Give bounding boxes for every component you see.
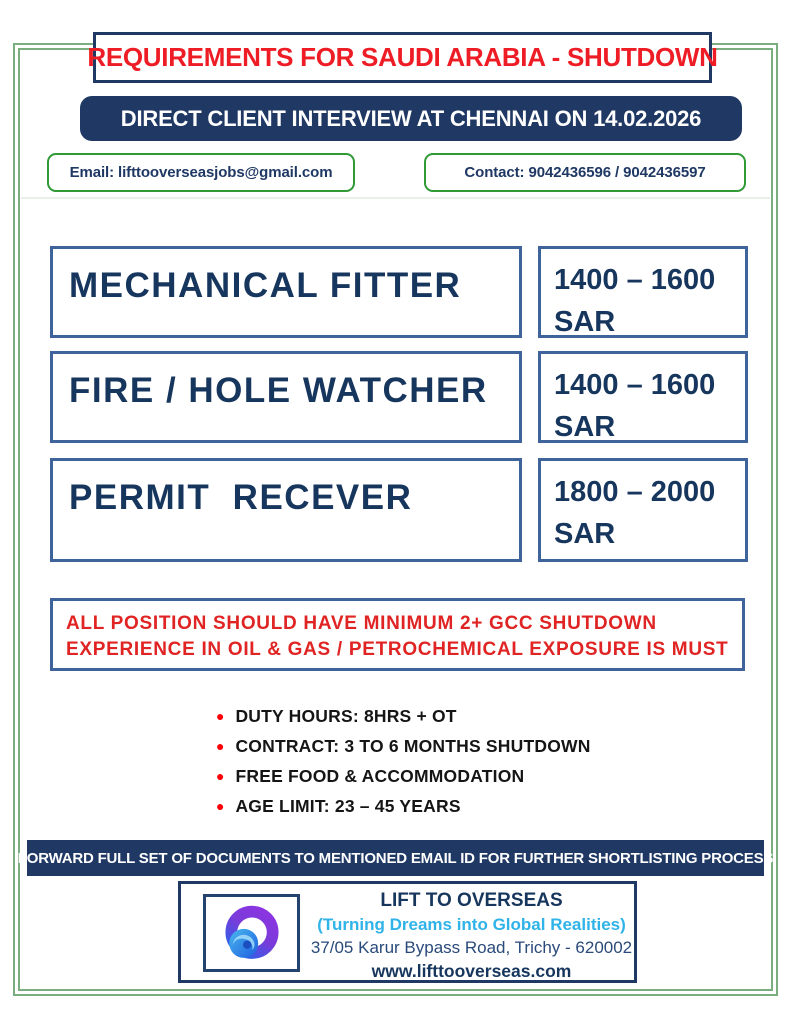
- company-footer-card: [178, 881, 637, 983]
- red-bullet-icon: ●: [216, 738, 225, 754]
- interview-banner-text: DIRECT CLIENT INTERVIEW AT CHENNAI ON 14.02.2026: [120, 105, 702, 131]
- benefit-food-accommodation: FREE FOOD & ACCOMMODATION: [235, 765, 525, 786]
- job-row-mechanical-fitter: [50, 246, 522, 338]
- list-item: [216, 761, 591, 791]
- red-bullet-icon: ●: [216, 708, 225, 724]
- contact-box: [424, 153, 746, 192]
- lift-to-overseas-logo-icon: [216, 902, 288, 964]
- job-row-fire-hole-watcher: [50, 351, 522, 443]
- salary-currency: SAR: [554, 411, 616, 443]
- job-salary-fire-hole-watcher: [538, 351, 748, 443]
- section-divider: [21, 197, 770, 199]
- company-tagline: (Turning Dreams into Global Realities): [317, 915, 626, 934]
- salary-currency: SAR: [554, 306, 616, 338]
- salary-currency: SAR: [554, 518, 616, 550]
- company-website: www.lifttooverseas.com: [371, 961, 572, 981]
- interview-banner: [80, 96, 742, 141]
- notice-line-2: EXPERIENCE IN OIL & GAS / PETROCHEMICAL EXPOSURE IS MUST: [66, 639, 729, 660]
- red-bullet-icon: ●: [216, 768, 225, 784]
- job-title: FIRE / HOLE WATCHER: [69, 371, 488, 410]
- headline-text: REQUIREMENTS FOR SAUDI ARABIA - SHUTDOWN: [87, 42, 718, 72]
- salary-range: 1400 – 1600: [554, 369, 716, 401]
- benefit-duty-hours: DUTY HOURS: 8HRS + OT: [235, 705, 457, 726]
- shortlisting-banner-text: FORWARD FULL SET OF DOCUMENTS TO MENTIONED EMAIL ID FOR FURTHER SHORTLISTING PROCESS: [17, 849, 774, 867]
- email-text: Email: lifttooverseasjobs@gmail.com: [69, 164, 333, 181]
- company-logo-frame: [203, 894, 300, 972]
- salary-range: 1400 – 1600: [554, 264, 716, 296]
- job-title: PERMIT RECEVER: [69, 478, 413, 517]
- contact-text: Contact: 9042436596 / 9042436597: [464, 164, 706, 181]
- company-name: LIFT TO OVERSEAS: [380, 890, 563, 911]
- company-info: [309, 889, 634, 983]
- shortlisting-banner: [17, 840, 774, 876]
- job-title: MECHANICAL FITTER: [69, 266, 462, 305]
- list-item: [216, 791, 591, 821]
- job-salary-mechanical-fitter: [538, 246, 748, 338]
- salary-range: 1800 – 2000: [554, 476, 716, 508]
- benefits-list: [216, 701, 591, 821]
- job-salary-permit-receiver: [538, 458, 748, 562]
- experience-notice-box: [50, 598, 745, 671]
- job-row-permit-receiver: [50, 458, 522, 562]
- notice-line-1: ALL POSITION SHOULD HAVE MINIMUM 2+ GCC SHUTDOWN: [66, 613, 657, 634]
- benefit-contract: CONTRACT: 3 TO 6 MONTHS SHUTDOWN: [235, 735, 591, 756]
- list-item: [216, 701, 591, 731]
- red-bullet-icon: ●: [216, 798, 225, 814]
- email-box: [47, 153, 355, 192]
- headline-box: [87, 32, 718, 83]
- benefit-age-limit: AGE LIMIT: 23 – 45 YEARS: [235, 795, 461, 816]
- company-address: 37/05 Karur Bypass Road, Trichy - 620002: [310, 938, 633, 957]
- list-item: [216, 731, 591, 761]
